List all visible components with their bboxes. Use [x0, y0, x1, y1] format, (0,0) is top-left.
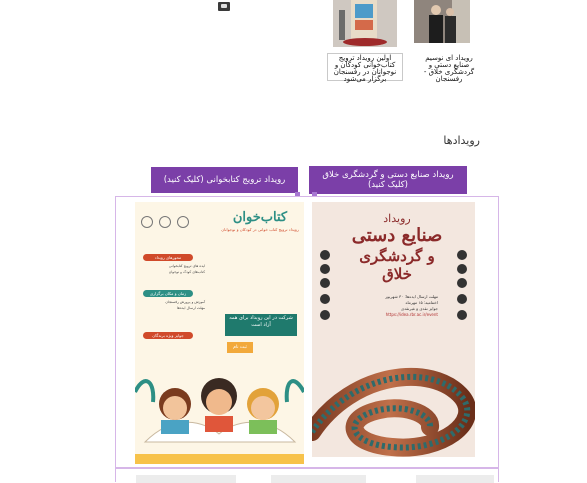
- reading-pill: محورهای رویداد: [143, 254, 193, 261]
- crafts-poster-info: مهلت ارسال ایده‌ها: ۳۰ شهریور اختتامیه: ۱۵ مهرماه جوایز نقدی و غیرنقدی https://idea.rbr.ac.ir/event: [385, 294, 438, 317]
- news-caption-crafts[interactable]: رویداد ای نوسیم صنایع دستی و گردشگری خلاق - رفسنجان: [423, 54, 475, 83]
- logo-icon: [141, 216, 153, 228]
- children-reading-illustration: [135, 352, 304, 456]
- reading-poster-lines: ایده های ترویج کتابخوانی کتاب‌های کودک و نوجوان: [168, 264, 205, 274]
- logo-icon: [177, 216, 189, 228]
- events-panel-next: [115, 468, 499, 482]
- reading-poster-subtitle: رویداد ترویج کتاب خوانی در کودکان و نوجوانان: [221, 227, 299, 232]
- section-title: رویدادها: [443, 134, 480, 147]
- reading-poster-footer: [135, 454, 304, 464]
- news-thumbnail-reading[interactable]: [333, 0, 397, 47]
- chat-icon[interactable]: [218, 2, 230, 11]
- crafts-poster[interactable]: [312, 202, 475, 457]
- reading-poster-orange-box: ثبت نام: [227, 342, 253, 353]
- crafts-event-button[interactable]: رویداد صنایع دستی و گردشگری خلاق (کلیک کنید): [309, 166, 467, 194]
- crafts-poster-title: رویداد صنایع دستی و گردشگری خلاق: [351, 212, 443, 283]
- reading-poster-green-box: شرکت در این رویداد برای همه آزاد است: [225, 314, 297, 336]
- reading-poster[interactable]: [135, 202, 304, 464]
- reading-event-button[interactable]: رویداد ترویج کتابخوانی (کلیک کنید): [151, 167, 298, 193]
- reading-pill: زمان و مکان برگزاری: [143, 290, 193, 297]
- news-caption-reading[interactable]: اولین رویداد ترویج کتاب‌خوانی کودکان و نوجوانان در رفسنجان برگزار می‌شود: [327, 53, 403, 81]
- reading-poster-title: کتاب‌خوان: [232, 210, 288, 225]
- copper-snake-artwork: [312, 352, 475, 457]
- reading-poster-lines: آموزش و پرورش رفسنجان مهلت ارسال ایده‌ها: [165, 300, 205, 310]
- news-thumbnail-crafts[interactable]: [414, 0, 470, 43]
- reading-pill: جوایز ویژه برندگان: [143, 332, 193, 339]
- logo-icon: [159, 216, 171, 228]
